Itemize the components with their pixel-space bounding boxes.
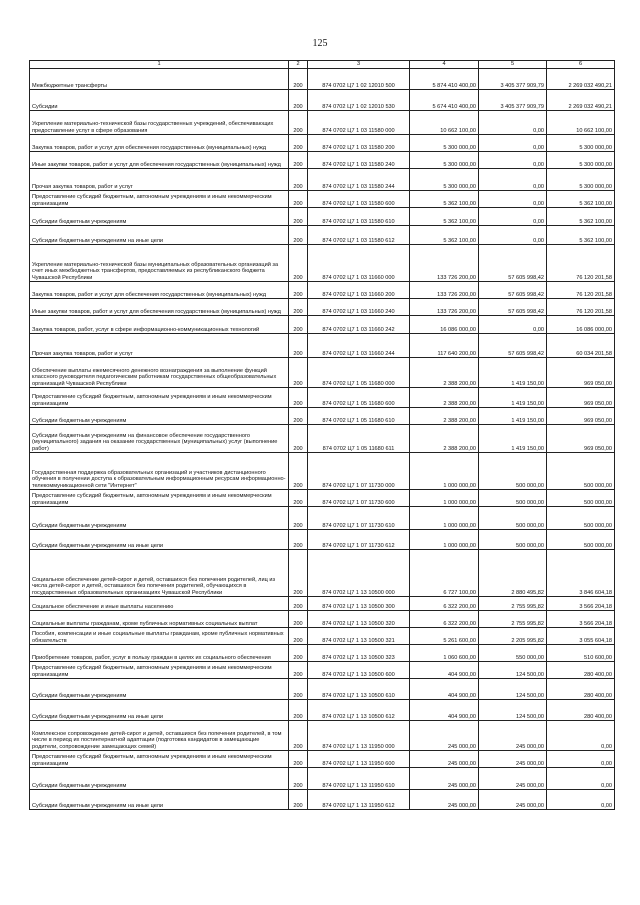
row-executed-cell: 245 000,00 (479, 790, 547, 810)
row-name-cell: Иные закупки товаров, работ и услуг для обеспечения государственных (муниципальных) нужд (30, 152, 289, 169)
row-classification-code-cell: 874 0702 Ц7 1 03 11660 240 (308, 299, 410, 316)
table-row (30, 550, 615, 597)
row-executed-cell: 550 000,00 (479, 645, 547, 662)
table-row (30, 662, 615, 679)
row-executed-cell: 500 000,00 (479, 507, 547, 530)
row-unexecuted-cell: 60 034 201,58 (547, 334, 615, 358)
row-unexecuted-cell: 3 566 204,18 (547, 597, 615, 611)
row-approved-cell: 5 300 000,00 (410, 152, 479, 169)
table-row (30, 597, 615, 611)
row-classification-code-cell: 874 0702 Ц7 1 13 10500 000 (308, 550, 410, 597)
row-line-code-cell: 200 (289, 169, 308, 191)
row-name-cell: Укрепление материально-технической базы муниципальных образовательных организаций за счет иных межбюджетных трансфертов, предоставляемых из республиканского бюджета Чувашской Республики (30, 245, 289, 282)
budget-table (29, 60, 615, 810)
row-approved-cell: 404 900,00 (410, 662, 479, 679)
row-unexecuted-cell: 5 362 100,00 (547, 226, 615, 245)
row-classification-code-cell: 874 0702 Ц7 1 13 11950 612 (308, 790, 410, 810)
row-name-cell: Приобретение товаров, работ, услуг в пользу граждан в целях их социального обеспечения (30, 645, 289, 662)
row-executed-cell: 2 755 995,82 (479, 597, 547, 611)
row-line-code-cell: 200 (289, 453, 308, 490)
row-line-code-cell: 200 (289, 90, 308, 111)
row-executed-cell: 0,00 (479, 316, 547, 334)
row-line-code-cell: 200 (289, 597, 308, 611)
row-executed-cell: 124 500,00 (479, 662, 547, 679)
row-classification-code-cell: 874 0702 Ц7 1 07 11730 610 (308, 507, 410, 530)
row-unexecuted-cell: 76 120 201,58 (547, 245, 615, 282)
row-unexecuted-cell: 5 300 000,00 (547, 152, 615, 169)
row-classification-code-cell: 874 0702 Ц7 1 03 11660 000 (308, 245, 410, 282)
header-col-1: 1 (30, 61, 289, 69)
row-classification-code-cell: 874 0702 Ц7 1 05 11680 600 (308, 388, 410, 408)
row-unexecuted-cell: 0,00 (547, 790, 615, 810)
row-approved-cell: 1 000 000,00 (410, 490, 479, 507)
row-line-code-cell: 200 (289, 425, 308, 453)
row-unexecuted-cell: 76 120 201,58 (547, 282, 615, 299)
row-name-cell: Прочая закупка товаров, работ и услуг (30, 334, 289, 358)
row-unexecuted-cell: 280 400,00 (547, 679, 615, 700)
table-row (30, 721, 615, 751)
row-unexecuted-cell: 76 120 201,58 (547, 299, 615, 316)
row-approved-cell: 1 000 000,00 (410, 453, 479, 490)
row-name-cell: Закупка товаров, работ, услуг в сфере информационно-коммуникационных технологий (30, 316, 289, 334)
row-executed-cell: 2 880 495,82 (479, 550, 547, 597)
row-approved-cell: 2 388 200,00 (410, 408, 479, 425)
row-classification-code-cell: 874 0702 Ц7 1 03 11580 600 (308, 191, 410, 208)
row-classification-code-cell: 874 0702 Ц7 1 03 11580 200 (308, 135, 410, 152)
header-col-4: 4 (410, 61, 479, 69)
row-executed-cell: 0,00 (479, 152, 547, 169)
row-classification-code-cell: 874 0702 Ц7 1 13 10500 612 (308, 700, 410, 721)
table-row (30, 208, 615, 226)
table-row (30, 191, 615, 208)
row-executed-cell: 500 000,00 (479, 453, 547, 490)
row-line-code-cell: 200 (289, 507, 308, 530)
table-row (30, 768, 615, 790)
row-name-cell: Субсидии бюджетным учреждениям (30, 208, 289, 226)
table-row (30, 226, 615, 245)
header-col-5: 5 (479, 61, 547, 69)
row-approved-cell: 2 388 200,00 (410, 358, 479, 388)
row-unexecuted-cell: 2 269 032 490,21 (547, 90, 615, 111)
row-executed-cell: 2 205 995,82 (479, 628, 547, 645)
row-line-code-cell: 200 (289, 530, 308, 550)
row-line-code-cell: 200 (289, 679, 308, 700)
row-unexecuted-cell: 0,00 (547, 751, 615, 768)
row-classification-code-cell: 874 0702 Ц7 1 13 11950 000 (308, 721, 410, 751)
row-approved-cell: 1 000 000,00 (410, 507, 479, 530)
row-line-code-cell: 200 (289, 645, 308, 662)
row-line-code-cell: 200 (289, 111, 308, 135)
row-line-code-cell: 200 (289, 628, 308, 645)
row-unexecuted-cell: 969 050,00 (547, 408, 615, 425)
row-approved-cell: 16 086 000,00 (410, 316, 479, 334)
row-classification-code-cell: 874 0702 Ц7 1 03 11580 612 (308, 226, 410, 245)
row-unexecuted-cell: 500 000,00 (547, 490, 615, 507)
row-classification-code-cell: 874 0702 Ц7 1 03 11580 244 (308, 169, 410, 191)
row-name-cell: Социальное обеспечение и иные выплаты населению (30, 597, 289, 611)
row-approved-cell: 5 362 100,00 (410, 191, 479, 208)
row-classification-code-cell: 874 0702 Ц7 1 13 10500 321 (308, 628, 410, 645)
row-approved-cell: 5 362 100,00 (410, 226, 479, 245)
row-executed-cell: 500 000,00 (479, 530, 547, 550)
row-unexecuted-cell: 969 050,00 (547, 425, 615, 453)
row-name-cell: Предоставление субсидий бюджетным, автономным учреждениям и иным некоммерческим организациям (30, 751, 289, 768)
table-row (30, 111, 615, 135)
row-name-cell: Обеспечение выплаты ежемесячного денежного вознаграждения за выполнение функций классного руководителя педагогическим работникам государственных общеобразовательных организаций Чувашской Республики (30, 358, 289, 388)
row-executed-cell: 245 000,00 (479, 768, 547, 790)
table-row (30, 628, 615, 645)
row-approved-cell: 133 726 200,00 (410, 245, 479, 282)
row-approved-cell: 5 261 600,00 (410, 628, 479, 645)
row-name-cell: Укрепление материально-технической базы государственных учреждений, обеспечивающих предоставление услуг в сфере образования (30, 111, 289, 135)
row-executed-cell: 3 405 377 909,79 (479, 90, 547, 111)
row-line-code-cell: 200 (289, 191, 308, 208)
table-header-row (30, 61, 615, 69)
row-classification-code-cell: 874 0702 Ц7 1 03 11580 000 (308, 111, 410, 135)
row-name-cell: Прочая закупка товаров, работ и услуг (30, 169, 289, 191)
row-classification-code-cell: 874 0702 Ц7 1 13 11950 610 (308, 768, 410, 790)
row-line-code-cell: 200 (289, 751, 308, 768)
row-approved-cell: 10 662 100,00 (410, 111, 479, 135)
row-executed-cell: 0,00 (479, 169, 547, 191)
row-executed-cell: 1 419 150,00 (479, 358, 547, 388)
row-name-cell: Межбюджетные трансферты (30, 69, 289, 90)
table-row (30, 282, 615, 299)
row-approved-cell: 5 362 100,00 (410, 208, 479, 226)
row-unexecuted-cell: 3 846 604,18 (547, 550, 615, 597)
row-name-cell: Иные закупки товаров, работ и услуг для обеспечения государственных (муниципальных) нужд (30, 299, 289, 316)
row-executed-cell: 124 500,00 (479, 679, 547, 700)
row-approved-cell: 2 388 200,00 (410, 388, 479, 408)
row-executed-cell: 1 419 150,00 (479, 425, 547, 453)
row-unexecuted-cell: 280 400,00 (547, 662, 615, 679)
table-row (30, 790, 615, 810)
row-classification-code-cell: 874 0702 Ц7 1 05 11680 611 (308, 425, 410, 453)
row-name-cell: Субсидии (30, 90, 289, 111)
row-name-cell: Предоставление субсидий бюджетным, автономным учреждениям и иным некоммерческим организациям (30, 191, 289, 208)
table-row (30, 388, 615, 408)
row-approved-cell: 117 640 200,00 (410, 334, 479, 358)
row-executed-cell: 0,00 (479, 208, 547, 226)
row-classification-code-cell: 874 0702 Ц7 1 05 11680 610 (308, 408, 410, 425)
row-classification-code-cell: 874 0702 Ц7 1 03 11660 200 (308, 282, 410, 299)
row-executed-cell: 0,00 (479, 111, 547, 135)
row-approved-cell: 133 726 200,00 (410, 282, 479, 299)
row-classification-code-cell: 874 0702 Ц7 1 02 12010 500 (308, 69, 410, 90)
row-unexecuted-cell: 5 300 000,00 (547, 169, 615, 191)
row-approved-cell: 5 874 410 400,00 (410, 69, 479, 90)
row-executed-cell: 57 605 998,42 (479, 282, 547, 299)
row-unexecuted-cell: 2 269 032 490,21 (547, 69, 615, 90)
row-approved-cell: 6 322 200,00 (410, 597, 479, 611)
row-name-cell: Субсидии бюджетным учреждениям (30, 408, 289, 425)
table-row (30, 700, 615, 721)
row-executed-cell: 0,00 (479, 135, 547, 152)
row-approved-cell: 245 000,00 (410, 768, 479, 790)
row-name-cell: Субсидии бюджетным учреждениям на иные цели (30, 700, 289, 721)
row-name-cell: Субсидии бюджетным учреждениям (30, 679, 289, 700)
row-approved-cell: 6 322 200,00 (410, 611, 479, 628)
row-name-cell: Комплексное сопровождение детей-сирот и детей, оставшихся без попечения родителей, в том числе в период их постинтернатной адаптации (подготовка кандидатов в замещающие родители, сопровождение замещающих семей) (30, 721, 289, 751)
row-approved-cell: 5 300 000,00 (410, 169, 479, 191)
row-unexecuted-cell: 5 362 100,00 (547, 208, 615, 226)
row-name-cell: Субсидии бюджетным учреждениям на иные цели (30, 790, 289, 810)
row-classification-code-cell: 874 0702 Ц7 1 03 11580 610 (308, 208, 410, 226)
row-executed-cell: 245 000,00 (479, 751, 547, 768)
row-executed-cell: 1 419 150,00 (479, 388, 547, 408)
row-classification-code-cell: 874 0702 Ц7 1 13 10500 323 (308, 645, 410, 662)
row-unexecuted-cell: 5 362 100,00 (547, 191, 615, 208)
row-line-code-cell: 200 (289, 388, 308, 408)
row-executed-cell: 500 000,00 (479, 490, 547, 507)
row-approved-cell: 404 900,00 (410, 679, 479, 700)
row-approved-cell: 245 000,00 (410, 751, 479, 768)
row-name-cell: Субсидии бюджетным учреждениям на иные цели (30, 226, 289, 245)
row-name-cell: Субсидии бюджетным учреждениям на финансовое обеспечение государственного (муниципального) задания на оказание государственных (муниципальных) услуг (выполнение работ) (30, 425, 289, 453)
row-unexecuted-cell: 3 566 204,18 (547, 611, 615, 628)
row-unexecuted-cell: 10 662 100,00 (547, 111, 615, 135)
row-approved-cell: 2 388 200,00 (410, 425, 479, 453)
row-executed-cell: 0,00 (479, 226, 547, 245)
row-unexecuted-cell: 510 600,00 (547, 645, 615, 662)
table-row (30, 490, 615, 507)
table-row (30, 530, 615, 550)
table-row (30, 69, 615, 90)
row-classification-code-cell: 874 0702 Ц7 1 13 10500 320 (308, 611, 410, 628)
row-approved-cell: 5 300 000,00 (410, 135, 479, 152)
row-executed-cell: 2 755 995,82 (479, 611, 547, 628)
row-name-cell: Предоставление субсидий бюджетным, автономным учреждениям и иным некоммерческим организациям (30, 490, 289, 507)
row-unexecuted-cell: 3 055 604,18 (547, 628, 615, 645)
row-classification-code-cell: 874 0702 Ц7 1 03 11660 244 (308, 334, 410, 358)
table-row (30, 358, 615, 388)
row-unexecuted-cell: 0,00 (547, 768, 615, 790)
row-name-cell: Государственная поддержка образовательных организаций и участников дистанционного обучения в получении доступа к образовательным информационным ресурсам информационно-телекоммуникационной сети "Интернет" (30, 453, 289, 490)
row-line-code-cell: 200 (289, 550, 308, 597)
row-line-code-cell: 200 (289, 152, 308, 169)
table-row (30, 334, 615, 358)
table-row (30, 90, 615, 111)
row-executed-cell: 57 605 998,42 (479, 245, 547, 282)
table-row (30, 135, 615, 152)
row-unexecuted-cell: 500 000,00 (547, 507, 615, 530)
row-line-code-cell: 200 (289, 700, 308, 721)
row-line-code-cell: 200 (289, 299, 308, 316)
row-classification-code-cell: 874 0702 Ц7 1 03 11580 240 (308, 152, 410, 169)
row-executed-cell: 57 605 998,42 (479, 299, 547, 316)
header-col-2: 2 (289, 61, 308, 69)
row-classification-code-cell: 874 0702 Ц7 1 13 10500 610 (308, 679, 410, 700)
row-name-cell: Субсидии бюджетным учреждениям (30, 768, 289, 790)
row-executed-cell: 0,00 (479, 191, 547, 208)
row-executed-cell: 1 419 150,00 (479, 408, 547, 425)
row-executed-cell: 124 500,00 (479, 700, 547, 721)
table-row (30, 425, 615, 453)
table-row (30, 611, 615, 628)
row-executed-cell: 3 405 377 909,79 (479, 69, 547, 90)
row-line-code-cell: 200 (289, 226, 308, 245)
row-line-code-cell: 200 (289, 282, 308, 299)
table-row (30, 152, 615, 169)
row-name-cell: Предоставление субсидий бюджетным, автономным учреждениям и иным некоммерческим организациям (30, 388, 289, 408)
row-name-cell: Социальное обеспечение детей-сирот и детей, оставшихся без попечения родителей, лиц из числа детей-сирот и детей, оставшихся без попечения родителей, обучающихся в государственных образовательных организациях Чувашской Республики (30, 550, 289, 597)
row-name-cell: Субсидии бюджетным учреждениям на иные цели (30, 530, 289, 550)
row-approved-cell: 404 900,00 (410, 700, 479, 721)
row-classification-code-cell: 874 0702 Ц7 1 07 11730 600 (308, 490, 410, 507)
table-row (30, 299, 615, 316)
row-line-code-cell: 200 (289, 790, 308, 810)
table-row (30, 507, 615, 530)
row-line-code-cell: 200 (289, 611, 308, 628)
row-unexecuted-cell: 16 086 000,00 (547, 316, 615, 334)
row-classification-code-cell: 874 0702 Ц7 1 07 11730 000 (308, 453, 410, 490)
row-name-cell: Закупка товаров, работ и услуг для обеспечения государственных (муниципальных) нужд (30, 135, 289, 152)
row-line-code-cell: 200 (289, 245, 308, 282)
row-classification-code-cell: 874 0702 Ц7 1 13 10500 600 (308, 662, 410, 679)
row-line-code-cell: 200 (289, 408, 308, 425)
row-unexecuted-cell: 0,00 (547, 721, 615, 751)
row-name-cell: Закупка товаров, работ и услуг для обеспечения государственных (муниципальных) нужд (30, 282, 289, 299)
row-unexecuted-cell: 280 400,00 (547, 700, 615, 721)
table-body (30, 69, 615, 810)
row-line-code-cell: 200 (289, 662, 308, 679)
row-unexecuted-cell: 969 050,00 (547, 388, 615, 408)
table-row (30, 245, 615, 282)
table-row (30, 408, 615, 425)
table-row (30, 751, 615, 768)
row-line-code-cell: 200 (289, 490, 308, 507)
row-line-code-cell: 200 (289, 721, 308, 751)
header-col-3: 3 (308, 61, 410, 69)
row-line-code-cell: 200 (289, 135, 308, 152)
row-executed-cell: 57 605 998,42 (479, 334, 547, 358)
row-approved-cell: 245 000,00 (410, 721, 479, 751)
row-executed-cell: 245 000,00 (479, 721, 547, 751)
table-row (30, 169, 615, 191)
row-unexecuted-cell: 500 000,00 (547, 530, 615, 550)
row-classification-code-cell: 874 0702 Ц7 1 13 11950 600 (308, 751, 410, 768)
row-unexecuted-cell: 969 050,00 (547, 358, 615, 388)
row-classification-code-cell: 874 0702 Ц7 1 02 12010 530 (308, 90, 410, 111)
row-name-cell: Пособия, компенсации и иные социальные выплаты гражданам, кроме публичных нормативных обязательств (30, 628, 289, 645)
row-unexecuted-cell: 5 300 000,00 (547, 135, 615, 152)
row-line-code-cell: 200 (289, 358, 308, 388)
row-approved-cell: 6 727 100,00 (410, 550, 479, 597)
table-row (30, 453, 615, 490)
row-classification-code-cell: 874 0702 Ц7 1 07 11730 612 (308, 530, 410, 550)
row-approved-cell: 133 726 200,00 (410, 299, 479, 316)
table-row (30, 679, 615, 700)
header-col-6: 6 (547, 61, 615, 69)
row-classification-code-cell: 874 0702 Ц7 1 05 11680 000 (308, 358, 410, 388)
row-approved-cell: 1 000 000,00 (410, 530, 479, 550)
row-approved-cell: 5 674 410 400,00 (410, 90, 479, 111)
row-line-code-cell: 200 (289, 768, 308, 790)
row-unexecuted-cell: 500 000,00 (547, 453, 615, 490)
row-line-code-cell: 200 (289, 334, 308, 358)
row-line-code-cell: 200 (289, 316, 308, 334)
row-approved-cell: 1 060 600,00 (410, 645, 479, 662)
page-number: 125 (312, 38, 328, 49)
row-line-code-cell: 200 (289, 208, 308, 226)
row-classification-code-cell: 874 0702 Ц7 1 13 10500 300 (308, 597, 410, 611)
table-row (30, 316, 615, 334)
row-name-cell: Предоставление субсидий бюджетным, автономным учреждениям и иным некоммерческим организациям (30, 662, 289, 679)
row-approved-cell: 245 000,00 (410, 790, 479, 810)
row-line-code-cell: 200 (289, 69, 308, 90)
table-row (30, 645, 615, 662)
row-name-cell: Социальные выплаты гражданам, кроме публичных нормативных социальных выплат (30, 611, 289, 628)
row-classification-code-cell: 874 0702 Ц7 1 03 11660 242 (308, 316, 410, 334)
row-name-cell: Субсидии бюджетным учреждениям (30, 507, 289, 530)
